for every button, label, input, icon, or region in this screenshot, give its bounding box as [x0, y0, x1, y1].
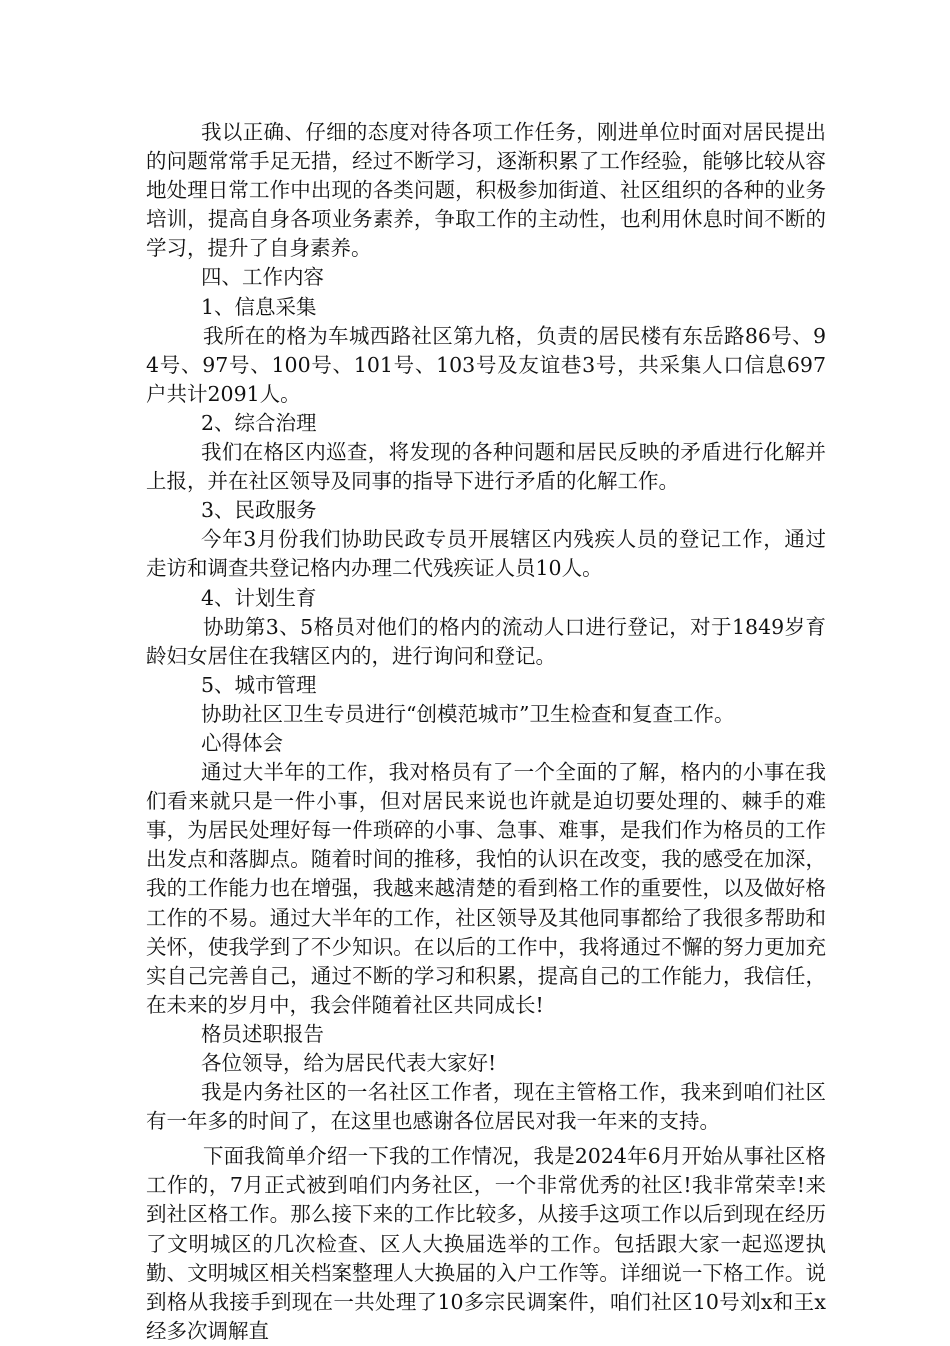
- heading-comprehensive-governance: 2、综合治理: [201, 410, 317, 435]
- paragraph-info-collection: 我所在的格为车城西路社区第九格，负责的居民楼有东岳路86号、94号、97号、100号、101号、103号及友谊巷3号，共采集人口信息697户共计2091人。: [146, 323, 826, 406]
- paragraph-work-attitude: 我以正确、仔细的态度对待各项工作任务，刚进单位时面对居民提出的问题常常手足无措，经过不断学习，逐渐积累了工作经验，能够比较从容地处理日常工作中出现的各类问题，积极参加街道、社区组织的各种的业务培训，提高自身各项业务素养，争取工作的主动性，也利用休息时间不断的学习，提升了自身素养。: [146, 120, 826, 261]
- paragraph-comprehensive-governance: 我们在格区内巡查，将发现的各种问题和居民反映的矛盾进行化解并上报，并在社区领导及同事的指导下进行矛盾的化解工作。: [146, 440, 826, 494]
- heading-family-planning: 4、计划生育: [201, 585, 317, 610]
- paragraph-greeting: 各位领导，给为居民代表大家好!: [201, 1051, 497, 1075]
- paragraph-civil-affairs: 今年3月份我们协助民政专员开展辖区内残疾人员的登记工作，通过走访和调查共登记格内办理二代残疾证人员10人。: [146, 527, 826, 581]
- heading-city-management: 5、城市管理: [201, 672, 317, 697]
- document-page: [146, 118, 826, 1346]
- paragraph-work-situation: 下面我简单介绍一下我的工作情况，我是2024年6月开始从事社区格工作的，7月正式被到咱们内务社区，一个非常优秀的社区!我非常荣幸!来到社区格工作。那么接下来的工作比较多，从接手这项工作以后到现在经历了文明城区的几次检查、区人大换届选举的工作。包括跟大家一起巡逻执勤、文明城区相关档案整理人大换届的入户工作等。详细说一下格工作。说到格从我接手到现在一共处理了10多宗民调案件，咱们社区10号刘x和王x经多次调解直: [146, 1144, 826, 1343]
- paragraph-family-planning: 协助第3、5格员对他们的格内的流动人口进行登记，对于1849岁育龄妇女居住在我辖区内的，进行询问和登记。: [146, 614, 826, 668]
- heading-work-content: 四、工作内容: [201, 265, 324, 290]
- paragraph-self-intro: 我是内务社区的一名社区工作者，现在主管格工作，我来到咱们社区有一年多的时间了，在这里也感谢各位居民对我一年来的支持。: [146, 1080, 826, 1134]
- heading-experience: 心得体会: [201, 730, 283, 755]
- heading-civil-affairs: 3、民政服务: [201, 498, 317, 523]
- paragraph-experience: 通过大半年的工作，我对格员有了一个全面的了解，格内的小事在我们看来就只是一件小事，但对居民来说也许就是迫切要处理的、棘手的难事，为居民处理好每一件琐碎的小事、急事、难事，是我们作为格员的工作出发点和落脚点。随着时间的推移，我怕的认识在改变，我的感受在加深，我的工作能力也在增强，我越来越清楚的看到格工作的重要性，以及做好格工作的不易。通过大半年的工作，社区领导及其他同事都给了我很多帮助和关怀，使我学到了不少知识。在以后的工作中，我将通过不懈的努力更加充实自己完善自己，通过不断的学习和积累，提高自己的工作能力，我信任，在未来的岁月中，我会伴随着社区共同成长!: [146, 760, 826, 1017]
- paragraph-city-management: 协助社区卫生专员进行“创模范城市”卫生检查和复查工作。: [201, 701, 735, 726]
- heading-report-title: 格员述职报告: [201, 1021, 324, 1046]
- heading-info-collection: 1、信息采集: [201, 294, 317, 319]
